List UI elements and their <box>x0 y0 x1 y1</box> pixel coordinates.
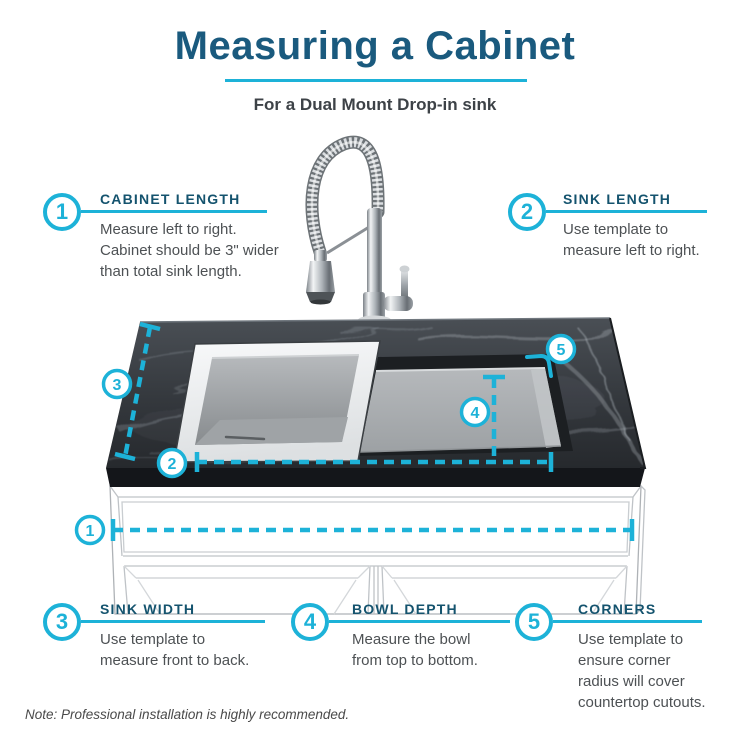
callout-line: Use template to <box>100 631 206 648</box>
callout-description <box>100 219 279 282</box>
callout-line: Measure left to right. <box>100 221 237 238</box>
marker-3 <box>104 371 131 398</box>
callout-line: Measure the bowl <box>352 631 471 648</box>
callout-label: CABINET LENGTH <box>100 191 241 207</box>
svg-text:2: 2 <box>167 456 177 473</box>
callout-underline <box>546 210 707 213</box>
svg-text:3: 3 <box>112 377 122 394</box>
callout-line: countertop cutouts. <box>578 694 706 711</box>
left-sink-bowl <box>174 341 380 462</box>
marker-1 <box>77 517 104 544</box>
callout-underline <box>81 210 267 213</box>
callout-number-badge <box>43 193 81 231</box>
svg-text:4: 4 <box>470 405 480 422</box>
callout-underline <box>81 620 265 623</box>
callout-number: 4 <box>303 609 317 634</box>
callout-line: Cabinet should be 3" wider <box>100 242 279 259</box>
callout-line: measure left to right. <box>563 242 700 259</box>
callout-label: SINK WIDTH <box>100 601 196 617</box>
callout-description <box>578 629 706 713</box>
callout-description <box>563 219 700 261</box>
footer-note: Note: Professional installation is highly recommended. <box>25 707 350 722</box>
callout-number: 2 <box>520 199 534 224</box>
callout-underline <box>553 620 702 623</box>
callout-line: radius will cover <box>578 673 685 690</box>
callout-number: 3 <box>55 609 69 634</box>
callout-number: 1 <box>55 199 69 224</box>
marker-2 <box>159 450 186 477</box>
callout-description <box>352 629 478 671</box>
cabinet-wireframe <box>110 486 645 614</box>
callout-number-badge <box>43 603 81 641</box>
callout-number-badge <box>291 603 329 641</box>
page-title: Measuring a Cabinet <box>174 24 576 68</box>
faucet <box>306 142 413 337</box>
callout-label: CORNERS <box>578 601 657 617</box>
svg-text:1: 1 <box>85 523 95 540</box>
page-subtitle: For a Dual Mount Drop-in sink <box>253 95 497 114</box>
marker-4 <box>462 399 489 426</box>
callout-line: than total sink length. <box>100 263 242 280</box>
callout-line: Use template to <box>578 631 684 648</box>
callout-line: from top to bottom. <box>352 652 478 669</box>
callout-description <box>100 629 249 671</box>
callout-line: measure front to back. <box>100 652 250 669</box>
svg-text:5: 5 <box>556 342 566 359</box>
callout-label: SINK LENGTH <box>563 191 672 207</box>
callout-number: 5 <box>527 609 541 634</box>
callout-number-badge <box>515 603 553 641</box>
callout-number-badge <box>508 193 546 231</box>
marker-5 <box>548 336 575 363</box>
callout-underline <box>329 620 510 623</box>
callout-label: BOWL DEPTH <box>352 601 458 617</box>
callout-line: Use template to <box>563 221 669 238</box>
callout-line: ensure corner <box>578 652 671 669</box>
